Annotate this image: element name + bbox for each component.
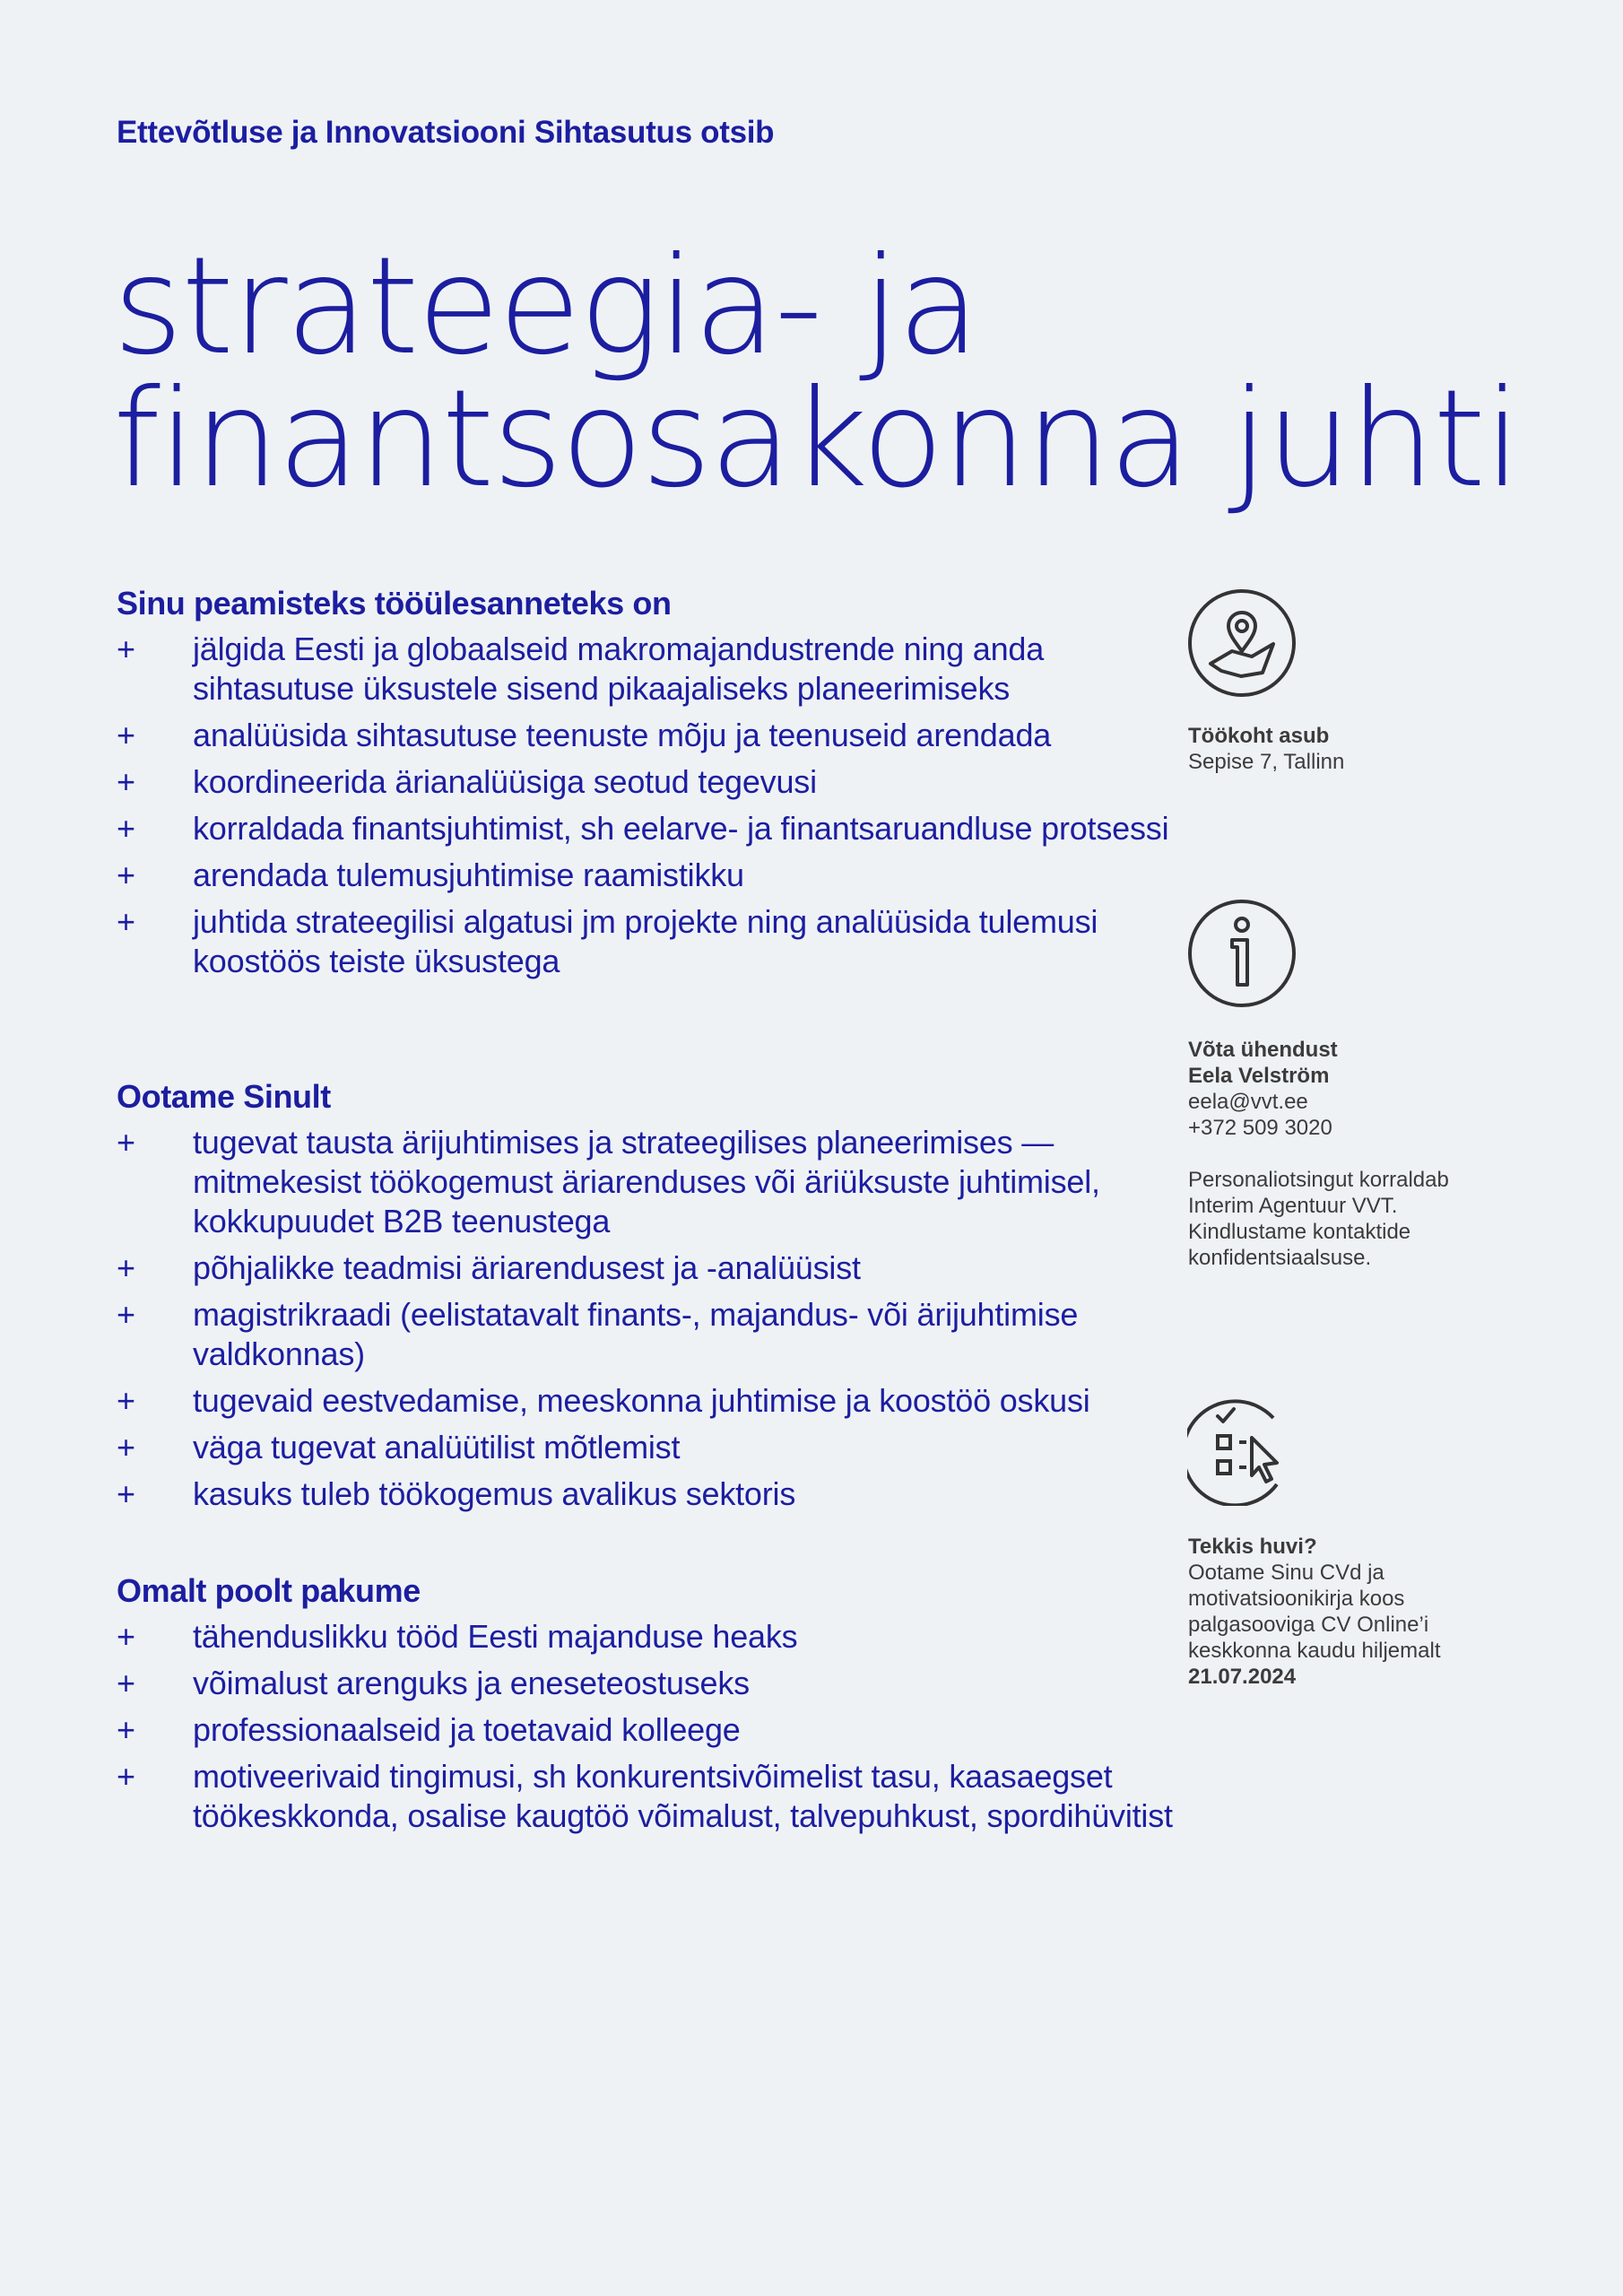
tasks-section [117, 585, 1175, 981]
plus-icon: + [117, 1124, 135, 1161]
contact-phone[interactable]: +372 509 3020 [1188, 1116, 1332, 1140]
organization-line: Ettevõtluse ja Innovatsiooni Sihtasutus otsib [117, 115, 775, 150]
contact-note-line: Personaliotsingut korraldab [1188, 1168, 1449, 1192]
apply-text-line: palgasooviga CV Online’i [1188, 1613, 1429, 1637]
contact-note-line: Kindlustame kontaktide [1188, 1220, 1411, 1244]
checklist-cursor-icon [1187, 1396, 1297, 1506]
list-item: + võimalust arenguks ja eneseteostuseks [117, 1665, 750, 1701]
location-info [1188, 723, 1493, 775]
list-item: + jälgida Eesti ja globaalseid makromajandustrende ning anda sihtasutuse üksustele sisend pikaajaliseks planeerimiseks [117, 631, 1045, 707]
plus-icon: + [117, 1711, 135, 1748]
contact-note-line: Interim Agentuur VVT. [1188, 1194, 1398, 1218]
apply-deadline: 21.07.2024 [1188, 1665, 1297, 1689]
list-item: + magistrikraadi (eelistatavalt finants-, majandus- või ärijuhtimise valdkonnas) [117, 1296, 1079, 1372]
offer-section [117, 1572, 1175, 1836]
offer-list [117, 1617, 1175, 1836]
plus-icon: + [117, 1618, 135, 1655]
requirements-list [117, 1123, 1175, 1514]
plus-icon: + [117, 1249, 135, 1286]
contact-info [1188, 1037, 1493, 1271]
location-value: Sepise 7, Tallinn [1188, 750, 1345, 774]
apply-text-line: keskkonna kaudu hiljemalt [1188, 1639, 1441, 1663]
apply-info [1188, 1534, 1493, 1690]
list-item: + professionaalseid ja toetavaid kolleege [117, 1711, 741, 1748]
list-item: + tähenduslikku tööd Eesti majanduse heaks [117, 1618, 798, 1655]
plus-icon: + [117, 1382, 135, 1419]
requirements-title: Ootame Sinult [117, 1078, 331, 1115]
apply-text-line: Ootame Sinu CVd ja [1188, 1561, 1384, 1585]
list-item: + väga tugevat analüütilist mõtlemist [117, 1429, 681, 1465]
plus-icon: + [117, 763, 135, 800]
offer-title: Omalt poolt pakume [117, 1572, 421, 1609]
list-item: + tugevat tausta ärijuhtimises ja strateegilises planeerimises — mitmekesist töökogemust äriarenduses või äriüksuste juhtimisel, kokkupuudet B2B teenustega [117, 1124, 1100, 1239]
list-item: + arendada tulemusjuhtimise raamistikku [117, 857, 744, 893]
list-item: + kasuks tuleb töökogemus avalikus sektoris [117, 1475, 796, 1512]
plus-icon: + [117, 1758, 135, 1795]
plus-icon: + [117, 1475, 135, 1512]
apply-label: Tekkis huvi? [1188, 1535, 1317, 1559]
map-pin-icon [1187, 588, 1297, 698]
plus-icon: + [117, 810, 135, 847]
location-label: Töökoht asub [1188, 724, 1330, 748]
plus-icon: + [117, 631, 135, 667]
tasks-list [117, 630, 1175, 981]
list-item: + korraldada finantsjuhtimist, sh eelarve- ja finantsaruandluse protsessi [117, 810, 1169, 847]
job-title-line-2: finantsosakonna juhti [113, 361, 1520, 517]
job-title [113, 229, 1520, 517]
plus-icon: + [117, 717, 135, 753]
job-title-line-1: strateegia- ja [113, 229, 978, 385]
plus-icon: + [117, 1665, 135, 1701]
plus-icon: + [117, 1429, 135, 1465]
list-item: + analüüsida sihtasutuse teenuste mõju ja teenuseid arendada [117, 717, 1052, 753]
list-item: + motiveerivaid tingimusi, sh konkurentsivõimelist tasu, kaasaegset töökeskkonda, osalise kaugtöö võimalust, talvepuhkust, spordihüvitist [117, 1758, 1173, 1834]
contact-name: Eela Velström [1188, 1064, 1330, 1088]
plus-icon: + [117, 857, 135, 893]
contact-note-line: konfidentsiaalsuse. [1188, 1246, 1372, 1270]
plus-icon: + [117, 903, 135, 940]
list-item: + tugevaid eestvedamise, meeskonna juhtimise ja koostöö oskusi [117, 1382, 1090, 1419]
plus-icon: + [117, 1296, 135, 1333]
contact-label: Võta ühendust [1188, 1038, 1338, 1062]
apply-text-line: motivatsioonikirja koos [1188, 1587, 1405, 1611]
contact-email[interactable]: eela@vvt.ee [1188, 1090, 1308, 1114]
list-item: + põhjalikke teadmisi äriarendusest ja -analüüsist [117, 1249, 861, 1286]
tasks-title: Sinu peamisteks tööülesanneteks on [117, 585, 672, 622]
list-item: + juhtida strateegilisi algatusi jm projekte ning analüüsida tulemusi koostöös teiste üksustega [117, 903, 1098, 979]
info-icon [1187, 899, 1297, 1008]
requirements-section [117, 1078, 1175, 1514]
list-item: + koordineerida ärianalüüsiga seotud tegevusi [117, 763, 817, 800]
